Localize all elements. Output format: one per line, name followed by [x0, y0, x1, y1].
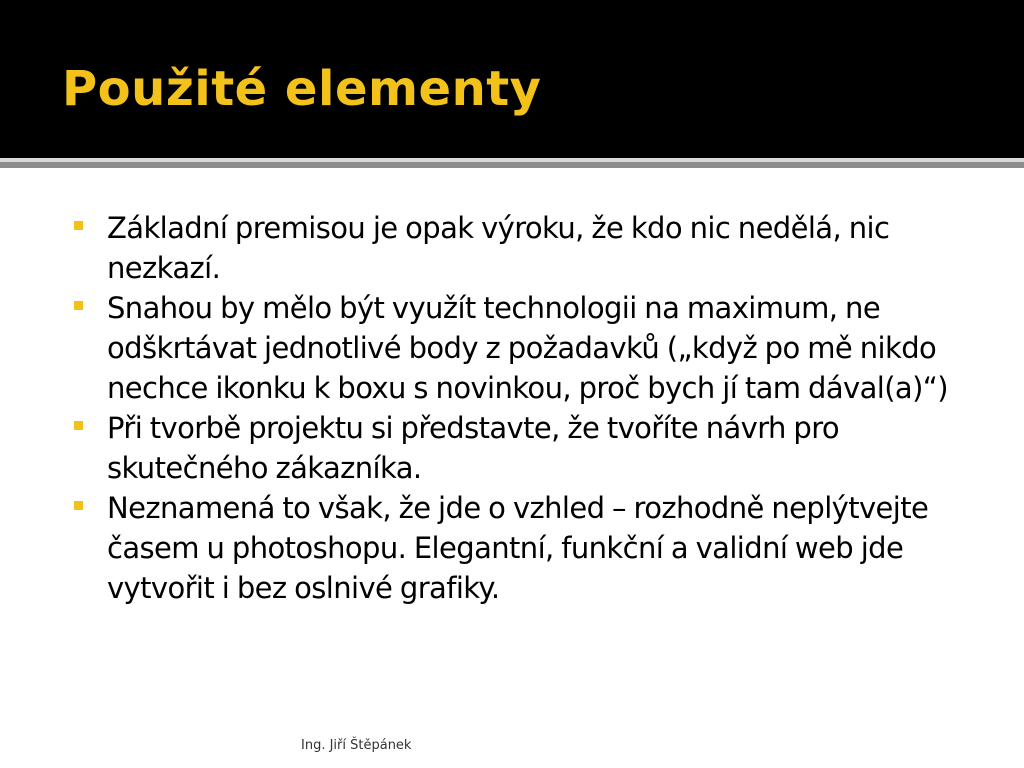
square-bullet-icon	[74, 501, 83, 510]
bullet-item	[72, 488, 952, 608]
title-divider	[0, 162, 1024, 168]
square-bullet-icon	[74, 301, 83, 310]
bullet-text: Snahou by mělo být využít technologii na maximum, ne odškrtávat jednotlivé body z požadavků („když po mě nikdo nechce ikonku k boxu s novinkou, proč bych jí tam dával(a)“)	[107, 291, 948, 405]
slide-title: Použité elementy	[62, 61, 542, 117]
square-bullet-icon	[74, 421, 83, 430]
title-band	[0, 0, 1024, 158]
bullet-list	[72, 208, 952, 608]
bullet-text: Při tvorbě projektu si představte, že tvoříte návrh pro skutečného zákazníka.	[107, 411, 840, 485]
slide-footer-author: Ing. Jiří Štěpánek	[301, 738, 412, 753]
bullet-item	[72, 288, 952, 408]
bullet-item	[72, 408, 952, 488]
square-bullet-icon	[74, 221, 83, 230]
bullet-item	[72, 208, 952, 288]
bullet-text: Základní premisou je opak výroku, že kdo nic nedělá, nic nezkazí.	[107, 211, 890, 285]
bullet-text: Neznamená to však, že jde o vzhled – rozhodně neplýtvejte časem u photoshopu. Elegantní, funkční a validní web jde vytvořit i bez oslnivé grafiky.	[107, 491, 929, 605]
